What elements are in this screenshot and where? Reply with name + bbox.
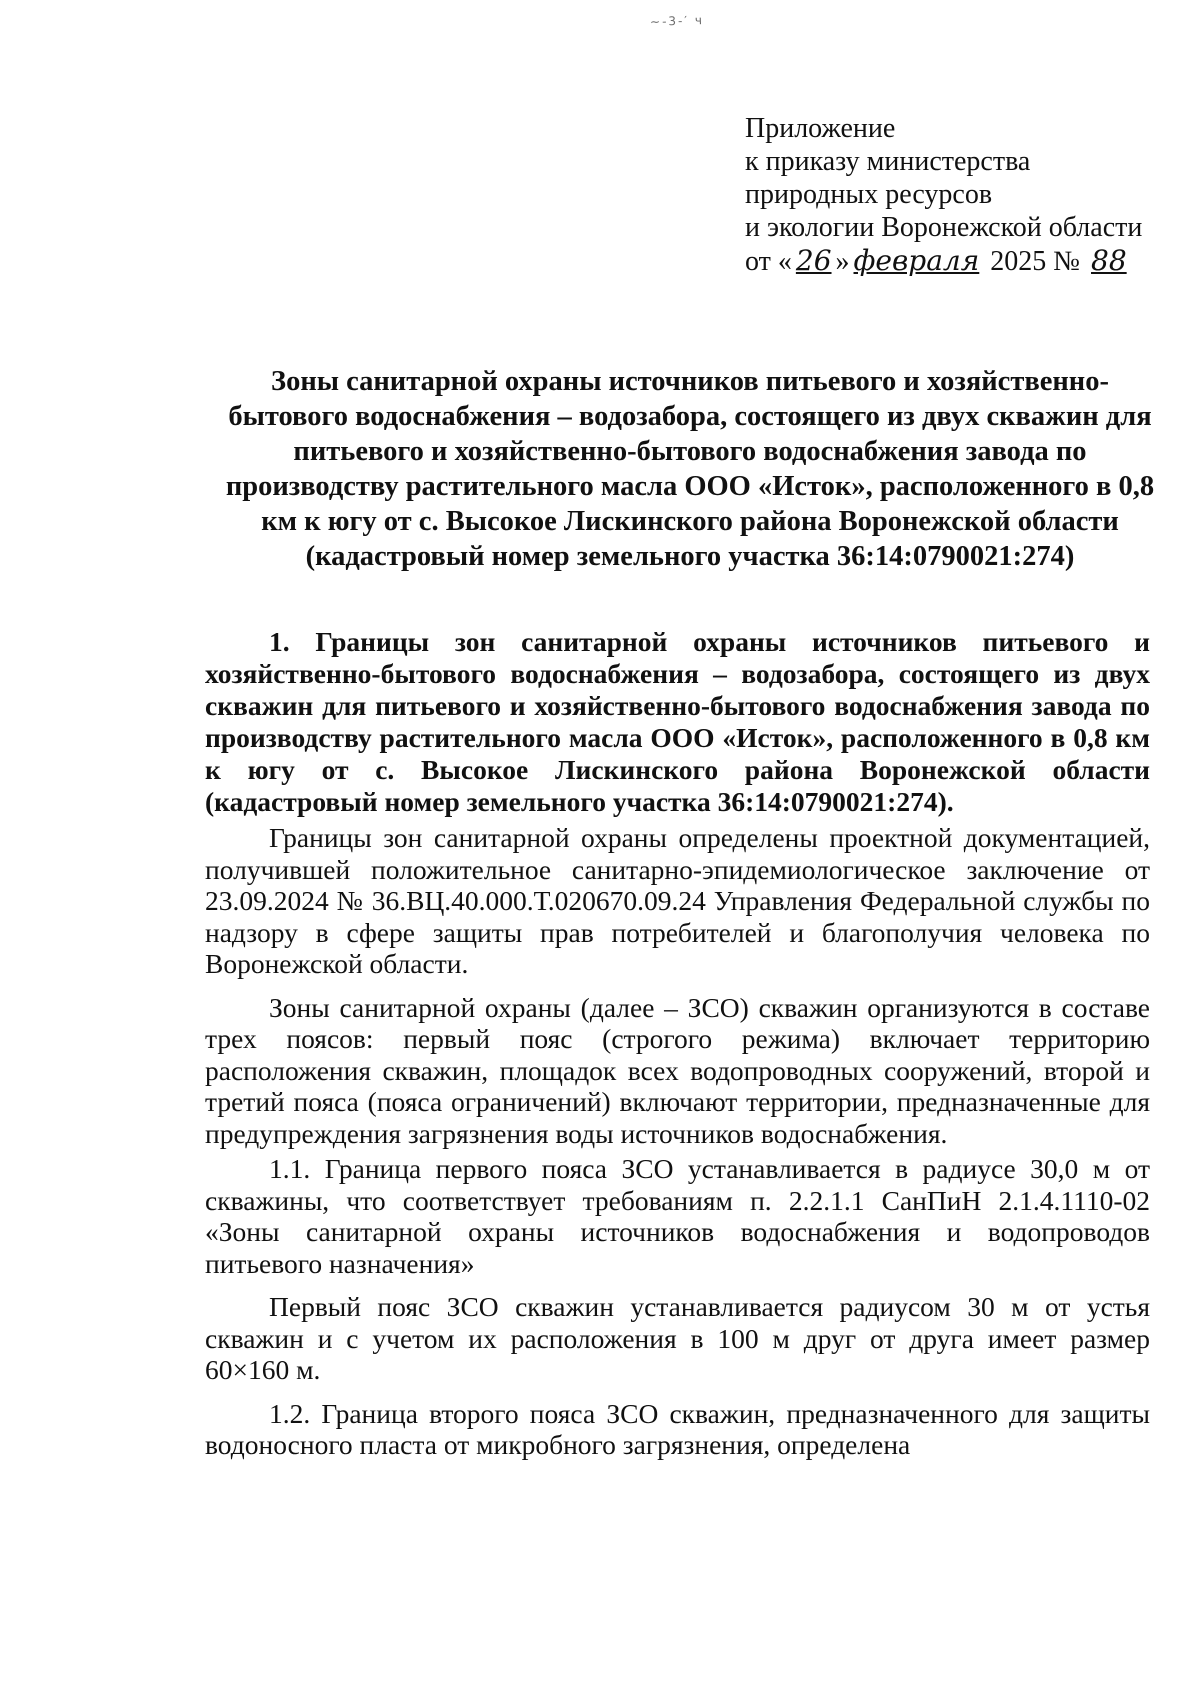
- appendix-date-line: [745, 244, 1165, 278]
- appendix-block: [745, 112, 1165, 278]
- title-line-5: км к югу от с. Высокое Лискинского района Воронежской области: [261, 506, 1119, 537]
- paragraph-project-docs: Границы зон санитарной охраны определены проектной документацией, получившей положительное санитарно-эпидемиологическое заключение от 23.09.2024 № 36.ВЦ.40.000.Т.020670.09.24 Управления Федеральной службы по надзору в сфере защиты прав потребителей и благополучия человека по Воронежской области.: [205, 822, 1150, 979]
- paragraph-1-1: 1.1. Граница первого пояса ЗСО устанавливается в радиусе 30,0 м от скважины, что соответствует требованиям п. 2.2.1.1 СанПиН 2.1.4.1110-02 «Зоны санитарной охраны источников водоснабжения и водопроводов питьевого назначения»: [205, 1153, 1150, 1279]
- appendix-line-3: природных ресурсов: [745, 179, 993, 210]
- document-body: [205, 626, 1150, 1461]
- date-prefix: от «: [745, 246, 792, 277]
- title-line-6: (кадастровый номер земельного участка 36:14:0790021:274): [305, 541, 1075, 572]
- title-line-2: бытового водоснабжения – водозабора, состоящего из двух скважин для: [228, 401, 1152, 432]
- appendix-line-4: и экологии Воронежской области: [745, 212, 1143, 243]
- title-line-1: Зоны санитарной охраны источников питьевого и хозяйственно-: [271, 366, 1109, 397]
- paragraph-zso-zones: Зоны санитарной охраны (далее – ЗСО) скважин организуются в составе трех поясов: первый пояс (строгого режима) включает территорию расположения скважин, площадок всех водопроводных сооружений, второй и третий пояса (пояса ограничений) включают территории, предназначенные для предупреждения загрязнения воды источников водоснабжения.: [205, 991, 1150, 1149]
- date-mid: »: [835, 246, 850, 277]
- title-line-3: питьевого и хозяйственно-бытового водоснабжения завода по: [293, 436, 1087, 467]
- handwritten-number: 88: [1091, 244, 1127, 277]
- date-year: 2025 №: [990, 246, 1081, 277]
- handwritten-day: 26: [795, 244, 832, 277]
- paragraph-first-belt: Первый пояс ЗСО скважин устанавливается радиусом 30 м от устья скважин и с учетом их расположения в 100 м друг от друга имеет размер 60×160 м.: [205, 1291, 1150, 1385]
- handwritten-month: февраля: [853, 244, 980, 277]
- section-1-heading: 1. Границы зон санитарной охраны источников питьевого и хозяйственно-бытового водоснабжения – водозабора, состоящего из двух скважин для питьевого и хозяйственно-бытового водоснабжения завода по производству растительного масла ООО «Исток», расположенного в 0,8 км к югу от с. Высокое Лискинского района Воронежской области (кадастровый номер земельного участка 36:14:0790021:274).: [205, 626, 1150, 817]
- appendix-line-1: Приложение: [745, 113, 896, 144]
- title-line-4: производству растительного масла ООО «Исток», расположенного в 0,8: [225, 471, 1155, 502]
- document-title: [215, 364, 1165, 574]
- scan-mark: ~-3-′ ч: [649, 13, 705, 29]
- appendix-line-2: к приказу министерства: [745, 146, 1031, 177]
- paragraph-1-2: 1.2. Граница второго пояса ЗСО скважин, предназначенного для защиты водоносного пласта от микробного загрязнения, определена: [205, 1397, 1150, 1460]
